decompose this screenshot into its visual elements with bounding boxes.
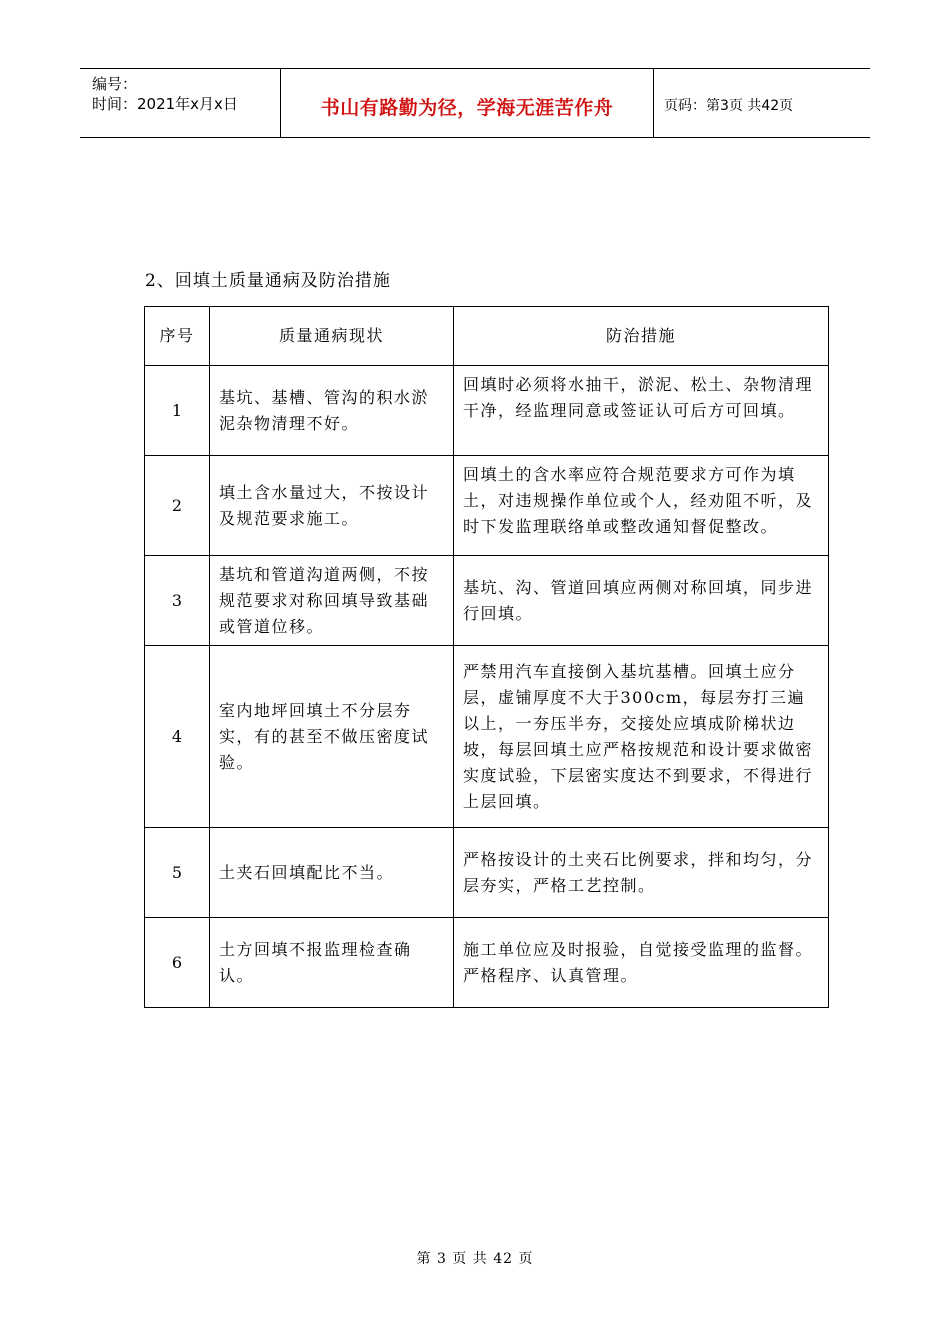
row-measure: 严格按设计的土夹石比例要求，拌和均匀，分层夯实，严格工艺控制。 — [454, 828, 829, 918]
row-measure: 回填土的含水率应符合规范要求方可作为填土，对违规操作单位或个人，经劝阻不听，及时下发监理联络单或整改通知督促整改。 — [454, 456, 829, 556]
row-measure: 基坑、沟、管道回填应两侧对称回填，同步进行回填。 — [454, 556, 829, 646]
row-issue: 基坑和管道沟道两侧，不按规范要求对称回填导致基础或管道位移。 — [210, 556, 454, 646]
row-issue: 土夹石回填配比不当。 — [210, 828, 454, 918]
table-row — [145, 828, 829, 918]
row-no: 1 — [145, 366, 210, 456]
quality-issues-table — [144, 306, 829, 1008]
row-issue: 基坑、基槽、管沟的积水淤泥杂物清理不好。 — [210, 366, 454, 456]
header-page-cell — [654, 69, 870, 137]
header-no: 序号 — [145, 307, 210, 366]
page-info: 页码：第3页 共42页 — [664, 98, 794, 114]
row-no: 5 — [145, 828, 210, 918]
table-row — [145, 918, 829, 1008]
row-no: 4 — [145, 646, 210, 828]
table-row — [145, 456, 829, 556]
header-measure: 防治措施 — [454, 307, 829, 366]
row-no: 3 — [145, 556, 210, 646]
header-motto: 书山有路勤为径，学海无涯苦作舟 — [320, 97, 614, 119]
table-row — [145, 366, 829, 456]
number-label: 编号： — [92, 75, 138, 93]
table-row — [145, 646, 829, 828]
header-meta-cell — [80, 69, 281, 137]
row-issue: 填土含水量过大，不按设计及规范要求施工。 — [210, 456, 454, 556]
table-header-row — [145, 307, 829, 366]
header-motto-cell — [281, 69, 654, 137]
header-issue: 质量通病现状 — [210, 307, 454, 366]
row-measure: 严禁用汽车直接倒入基坑基槽。回填土应分层，虚铺厚度不大于300cm，每层夯打三遍以上，一夯压半夯，交接处应填成阶梯状边坡，每层回填土应严格按规范和设计要求做密实度试验，下层密实度达不到要求，不得进行上层回填。 — [454, 646, 829, 828]
row-measure: 回填时必须将水抽干，淤泥、松土、杂物清理干净，经监理同意或签证认可后方可回填。 — [454, 366, 829, 456]
row-measure: 施工单位应及时报验，自觉接受监理的监督。严格程序、认真管理。 — [454, 918, 829, 1008]
section-title: 2、回填土质量通病及防治措施 — [145, 271, 391, 291]
row-no: 2 — [145, 456, 210, 556]
table-row — [145, 556, 829, 646]
row-no: 6 — [145, 918, 210, 1008]
page-header — [80, 68, 870, 138]
row-issue: 土方回填不报监理检查确认。 — [210, 918, 454, 1008]
row-issue: 室内地坪回填土不分层夯实，有的甚至不做压密度试验。 — [210, 646, 454, 828]
time-label: 时间：2021年x月x日 — [92, 95, 238, 113]
page-footer: 第 3 页 共 42 页 — [416, 1251, 534, 1267]
